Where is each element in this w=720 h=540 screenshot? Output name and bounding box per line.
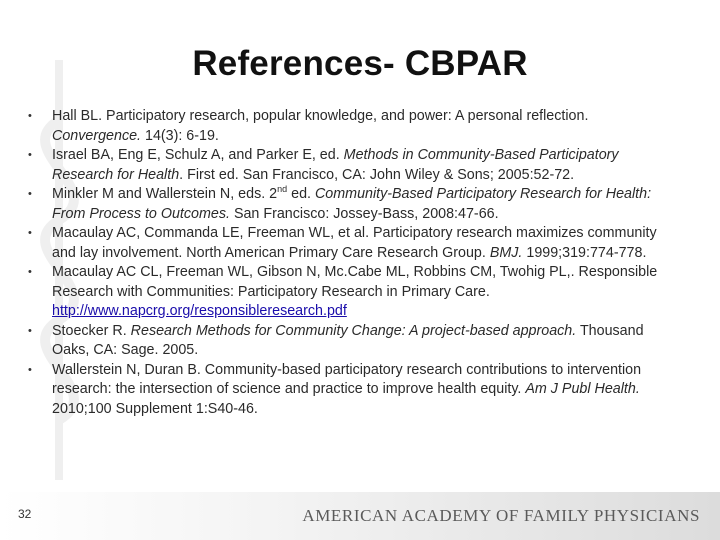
- bullet-icon: •: [28, 110, 32, 122]
- bullet-icon: •: [28, 149, 32, 161]
- reference-text: 1999;319:774-778.: [522, 244, 647, 261]
- reference-text: Macaulay AC CL, Freeman WL, Gibson N, Mc.Cabe ML, Robbins CM, Twohig PL,. Responsible Research with Communities: Participatory Research in Primary Care.: [52, 264, 658, 300]
- reference-italic-text: Convergence.: [52, 127, 142, 144]
- slide-title: References- CBPAR: [192, 44, 528, 83]
- reference-item: [28, 322, 678, 361]
- reference-italic-text: BMJ.: [489, 244, 523, 261]
- aafp-logo: AMERICAN ACADEMY OF FAMILY PHYSICIANS: [302, 506, 700, 525]
- reference-italic-text: Am J Publ Health.: [525, 381, 640, 397]
- bullet-icon: •: [28, 266, 32, 278]
- reference-text: Israel BA, Eng E, Schulz A, and Parker E, ed.: [52, 147, 344, 163]
- bullet-icon: •: [28, 227, 32, 239]
- reference-item: [28, 263, 678, 322]
- reference-text: Minkler M and Wallerstein N, eds. 2: [52, 186, 278, 202]
- reference-italic-text: Methods in Community-Based Participatory Research for Health: [52, 147, 619, 183]
- reference-superscript: nd: [277, 184, 288, 195]
- reference-text: Thousand Oaks, CA: Sage. 2005.: [52, 322, 644, 358]
- reference-item: [28, 107, 678, 146]
- reference-text: 2010;100 Supplement 1:S40-46.: [52, 400, 258, 417]
- reference-list: [28, 107, 678, 419]
- reference-item: [28, 361, 678, 420]
- bullet-icon: •: [28, 363, 32, 376]
- reference-italic-text: Research Methods for Community Change: A project-based approach.: [130, 322, 577, 339]
- reference-text: Stoecker R.: [52, 322, 131, 339]
- page-number: 32: [18, 507, 32, 521]
- reference-link[interactable]: http://www.napcrg.org/responsibleresearch.pdf: [52, 303, 347, 319]
- reference-text: Hall BL. Participatory research, popular knowledge, and power: A personal reflection.: [52, 108, 589, 124]
- reference-item: [28, 224, 678, 263]
- bullet-icon: •: [28, 188, 32, 200]
- reference-italic-text: Community-Based Participatory Research for Health: From Process to Outcomes.: [52, 186, 652, 222]
- reference-text: . First ed. San Francisco, CA: John Wiley & Sons; 2005:52-72.: [179, 166, 575, 183]
- reference-item: [28, 185, 678, 224]
- footer-bar: [0, 492, 720, 540]
- reference-text: San Francisco: Jossey-Bass, 2008:47-66.: [229, 205, 499, 222]
- reference-text: Macaulay AC, Commanda LE, Freeman WL, et al. Participatory research maximizes community and lay involvement. North American Primary Care Research Group.: [52, 225, 657, 261]
- reference-text: Wallerstein N, Duran B. Community-based participatory research contributions to intervention research: the intersection of science and practice to improve health equity.: [52, 361, 642, 397]
- bullet-icon: •: [28, 324, 32, 337]
- reference-item: [28, 146, 678, 185]
- reference-text: ed.: [287, 186, 315, 202]
- reference-text: 14(3): 6-19.: [141, 127, 219, 144]
